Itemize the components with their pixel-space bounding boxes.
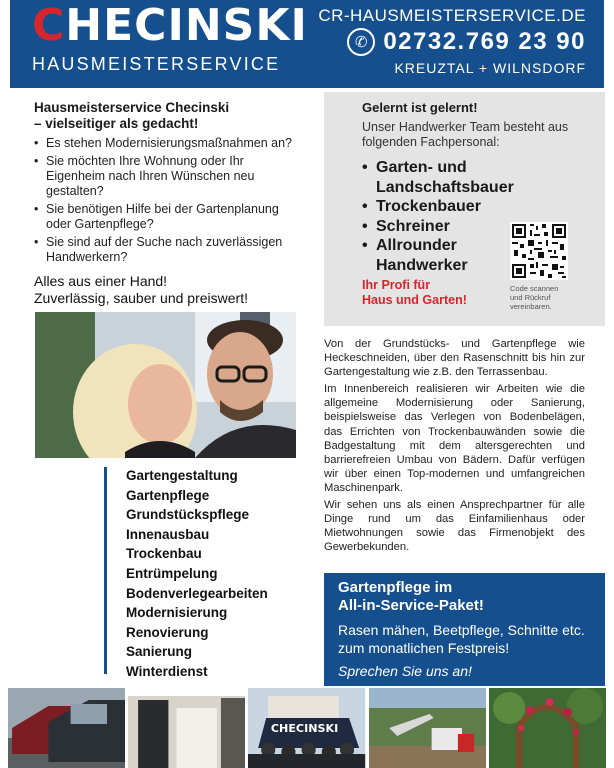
service-item: Gartenpflege (126, 487, 210, 503)
service-item: Entrümpelung (126, 565, 218, 581)
service-item: Winterdienst (126, 663, 208, 679)
team-van-photo (248, 688, 365, 768)
service-item: Gartengestaltung (126, 468, 238, 483)
slogan: Alles aus einer Hand! Zuverlässig, sauber und preiswert! (34, 273, 248, 306)
phone-number[interactable]: 02732.769 23 90 (383, 28, 586, 55)
excavator-photo (369, 688, 486, 768)
service-item: Renovierung (126, 624, 209, 640)
interior-photo (128, 688, 245, 768)
description-text (324, 337, 585, 557)
skill-item: • Trockenbauer (362, 197, 504, 217)
skills-list (362, 158, 514, 275)
phone-icon: ✆ (347, 28, 375, 56)
service-item: Innenausbau (126, 526, 210, 542)
team-box-intro: Unser Handwerker Team besteht aus folgenden Fachpersonal: (362, 120, 569, 149)
offer-text: Rasen mähen, Beetpflege, Schnitte etc. zum monatlichen Festpreis! (338, 622, 585, 656)
header-banner (10, 0, 604, 88)
service-locations: KREUZTAL + WILNSDORF (394, 60, 586, 76)
garden-arch-photo (489, 688, 606, 768)
description-paragraph: Von der Grundstücks- und Gartenpflege wie Heckeschneiden, über den Rasenschnitt bis hin zur Gartengestaltung wie z.B. den Terrassenbau. (324, 338, 585, 379)
services-accent-bar (104, 467, 107, 674)
service-item: Trockenbau (126, 546, 202, 562)
company-logo: CHECINSKI (32, 0, 308, 51)
team-box-title: Gelernt ist gelernt! (362, 100, 478, 115)
qr-note: Code scannen und Rückruf vereinbaren. (510, 284, 559, 311)
logo-subtitle: HAUSMEISTERSERVICE (32, 54, 281, 74)
van-lettering: CHECINSKI (271, 722, 339, 735)
description-paragraph: Wir sehen uns als einen Ansprechpartner für alle Dinge rund um das Einfamilienhaus oder Mietwohnungen sowie das Firmenobjekt des Gewerbekunden. (324, 499, 585, 554)
vans-photo (8, 688, 125, 768)
service-item: Grundstückspflege (126, 507, 250, 523)
call-to-action: Sprechen Sie uns an! (338, 663, 472, 679)
offer-box (324, 573, 605, 686)
question-item: • Sie sind auf der Suche nach zuverlässigen Handwerkern? (34, 235, 296, 265)
qr-code-icon[interactable] (510, 222, 568, 280)
intro-title: Hausmeisterservice Checinski – vielseitiger als gedacht! (34, 100, 230, 131)
question-item: • Sie möchten Ihre Wohnung oder Ihr Eigenheim nach Ihren Wünschen neu gestalten? (34, 154, 296, 199)
skill-item: • Schreiner (362, 217, 504, 237)
skill-item: • Garten- und Landschaftsbauer (362, 158, 504, 197)
photo-strip (8, 688, 606, 768)
offer-title: Gartenpflege im All-in-Service-Paket! (338, 579, 484, 614)
profi-tagline: Ihr Profi für Haus und Garten! (362, 278, 467, 307)
service-item: Modernisierung (126, 605, 228, 621)
team-photo (35, 312, 296, 458)
phone-contact[interactable] (347, 28, 586, 56)
description-paragraph: Im Innenbereich realisieren wir Arbeiten wie die allgemeine Modernisierung oder Sanierung, beispielsweise das Verlegen von Bodenbelägen, das Errichten von Trockenbauwänden sowie die Badgestaltung mit dem altersgerechten und barrierefreien Umbau von Bädern. Dafür verfügen wir über einen Top-modernen und umfangreichen Maschinenpark. (324, 383, 585, 494)
skill-item: • Allrounder Handwerker (362, 236, 504, 275)
service-item: Sanierung (126, 644, 193, 660)
intro-section (34, 100, 296, 307)
team-box (324, 92, 605, 326)
question-list (34, 136, 296, 265)
website-link[interactable]: CR-HAUSMEISTERSERVICE.DE (318, 6, 586, 25)
question-item: • Es stehen Modernisierungsmaßnahmen an? (34, 136, 296, 151)
question-item: • Sie benötigen Hilfe bei der Gartenplanung oder Gartenpflege? (34, 202, 296, 232)
service-item: Bodenverlegearbeiten (126, 585, 268, 601)
services-list (126, 466, 268, 682)
